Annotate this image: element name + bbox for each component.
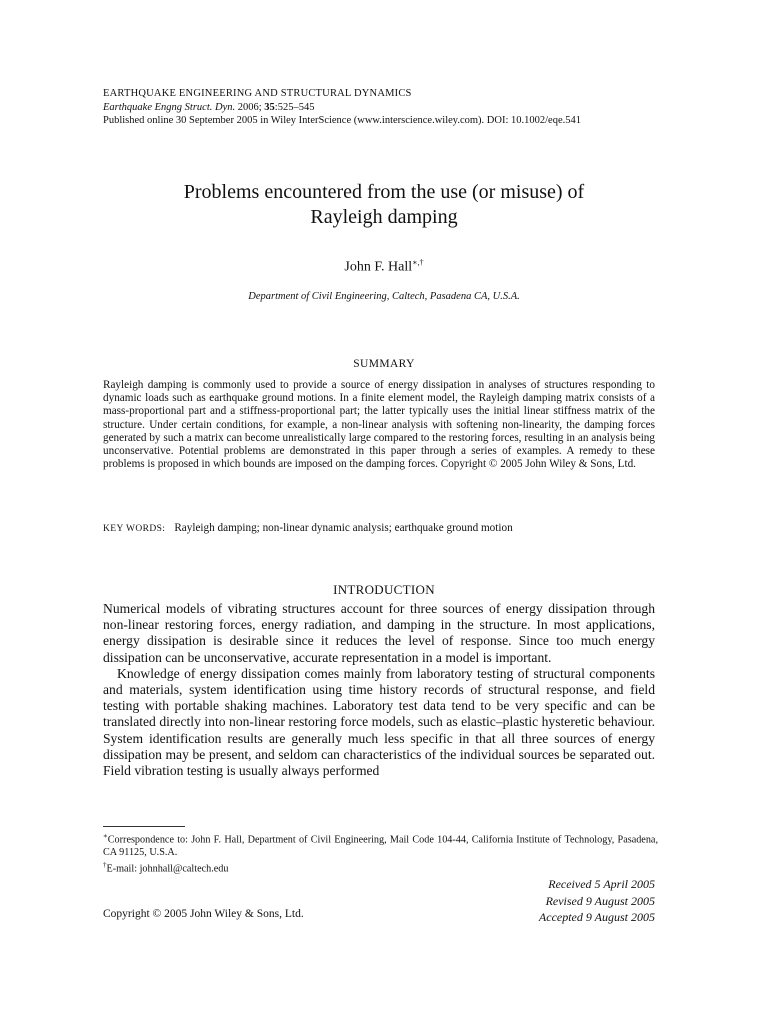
title-line-1: Problems encountered from the use (or misuse) of	[183, 181, 585, 203]
author-marks: ∗,†	[412, 258, 424, 267]
received-date: Received 5 April 2005	[548, 877, 655, 891]
keywords-label: KEY WORDS:	[103, 524, 166, 534]
journal-name: EARTHQUAKE ENGINEERING AND STRUCTURAL DYNAMICS	[103, 88, 412, 99]
footnote-correspondence	[103, 830, 658, 859]
footnote-email	[103, 859, 658, 876]
journal-header	[103, 87, 663, 128]
email-text: E-mail: johnhall@caltech.edu	[106, 863, 229, 875]
summary-heading: SUMMARY	[353, 358, 415, 370]
affiliation: Department of Civil Engineering, Caltech, Pasadena CA, U.S.A.	[248, 291, 520, 302]
introduction-paragraph-2: Knowledge of energy dissipation comes mainly from laboratory testing of structural components and materials, system identification using time history records of structural response, and field testing with portable shaking machines. Laboratory test data tend to be very specific and can be translated directly into non-linear restoring force models, such as elastic–plastic hysteretic behaviour. System identification results are generally much less specific in that all three sources of energy dissipation may be present, and seldom can characteristics of the individual sources be separated out. Field vibration testing is usually always performed	[103, 665, 655, 779]
correspondence-text: Correspondence to: John F. Hall, Department of Civil Engineering, Mail Code 104-44, California Institute of Technology, Pasadena, CA 91125, U.S.A.	[103, 834, 658, 858]
title-line-2: Rayleigh damping	[310, 206, 458, 228]
journal-abbrev: Earthquake Engng Struct. Dyn.	[103, 101, 236, 113]
copyright-footer: Copyright © 2005 John Wiley & Sons, Ltd.	[103, 908, 304, 920]
author	[0, 258, 768, 276]
footnotes	[103, 830, 658, 876]
correspondence-mark: ∗	[103, 832, 108, 840]
journal-year: 2006;	[235, 101, 265, 113]
author-name: John F. Hall	[344, 259, 413, 275]
revised-date: Revised 9 August 2005	[545, 893, 655, 908]
introduction-paragraph-1: Numerical models of vibrating structures account for three sources of energy dissipation through non-linear restoring forces, energy radiation, and damping in the structure. In most applications, energy dissipation is desirable since it reduces the level of response. Since too much energy dissipation can be unconservative, accurate representation in a model is important.	[103, 601, 655, 665]
introduction-heading: INTRODUCTION	[333, 582, 435, 597]
email-mark: †	[103, 861, 107, 870]
article-dates	[539, 876, 655, 926]
introduction-body	[103, 601, 655, 779]
journal-pages: :525–545	[274, 101, 315, 113]
publication-info: Published online 30 September 2005 in Wiley InterScience (www.interscience.wiley.com). DOI: 10.1002/eqe.541	[103, 115, 581, 126]
footnote-divider	[103, 826, 185, 827]
paper-title	[0, 180, 768, 230]
accepted-date: Accepted 9 August 2005	[538, 910, 655, 924]
keywords-text: Rayleigh damping; non-linear dynamic analysis; earthquake ground motion	[174, 522, 513, 534]
journal-citation	[103, 101, 663, 115]
summary-text: Rayleigh damping is commonly used to provide a source of energy dissipation in analyses of structures responding to dynamic loads such as earthquake ground motions. In a finite element model, the Rayleigh damping matrix consists of a mass-proportional part and a stiffness-proportional part; the latter typically uses the initial linear stiffness matrix of the structure. Under certain conditions, for example, a non-linear analysis with softening non-linearity, the damping forces generated by such a matrix can become unrealistically large compared to the restoring forces, resulting in an analysis being unconservative. Potential problems are demonstrated in this paper through a series of examples. A remedy to these problems is proposed in which bounds are imposed on the damping forces. Copyright © 2005 John Wiley & Sons, Ltd.	[103, 379, 655, 471]
keywords	[103, 522, 663, 534]
journal-volume: 35	[264, 101, 275, 113]
